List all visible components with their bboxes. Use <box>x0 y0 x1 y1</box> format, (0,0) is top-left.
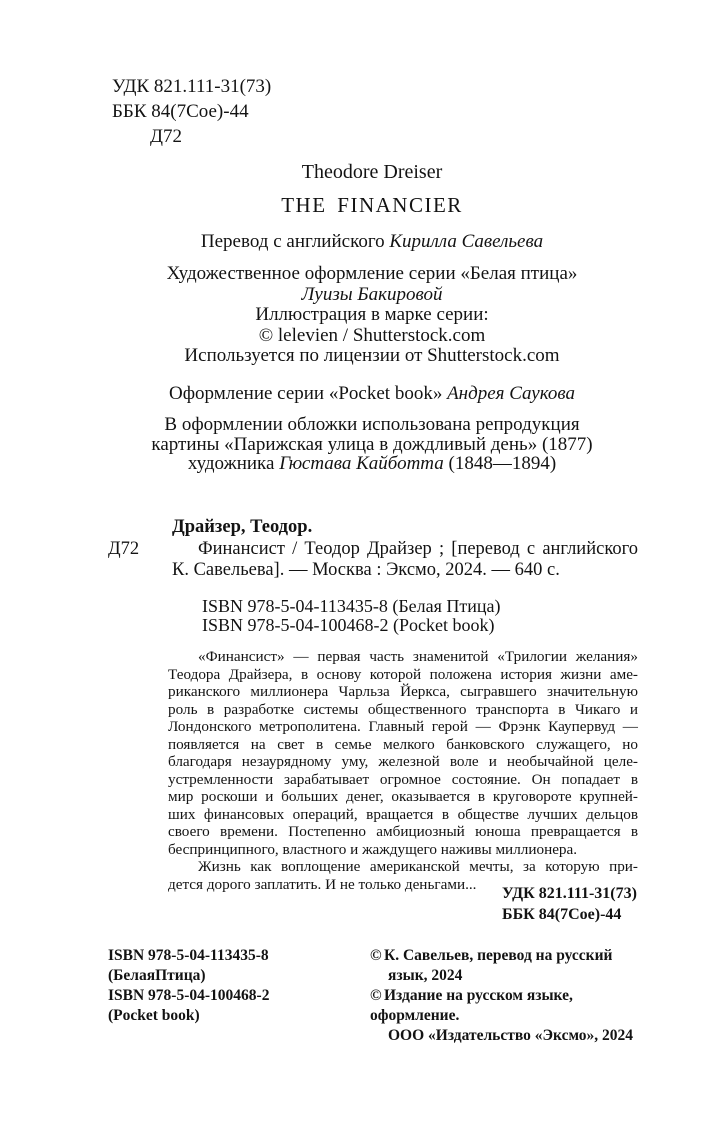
mark-copyright-line: © lelevien / Shutterstock.com <box>258 324 486 346</box>
cover-note-line3 <box>106 454 638 474</box>
mark-illustration-note: Иллюстрация в марке серии: <box>255 304 489 325</box>
copyright-edition <box>370 986 642 1026</box>
colophon-isbn-line: ISBN 978-5-04-100468-2 <box>108 987 270 1004</box>
series-design-credit: Художественное оформление серии «Белая птица» <box>166 263 578 284</box>
colophon-isbn-line: ISBN 978-5-04-113435-8 <box>108 947 269 964</box>
original-title: THE FINANCIER <box>281 193 463 217</box>
colophon-isbn-line: (Pocket book) <box>108 1007 200 1024</box>
annotation-line: Теодора Драйзера, в основу которой положена история жизни аме- <box>168 665 638 683</box>
annotation-line: беспринципного, властного и жаждущего наживы миллионера. <box>168 840 578 858</box>
annotation-line: мир роскоши и больших денег, оказывается в круговороте крупней- <box>168 788 638 805</box>
series-designer-name: Луизы Бакировой <box>301 283 443 305</box>
isbn-line-pocket-book: ISBN 978-5-04-100468-2 (Pocket book) <box>202 615 495 635</box>
catalog-author-code: Д72 <box>108 538 140 559</box>
annotation <box>168 648 638 893</box>
annotation-line: появляется на свет в семье мелкого банковского служащего, но <box>168 735 638 753</box>
copyright-translation <box>370 946 642 966</box>
annotation-line: Жизнь как воплощение американской мечты, за которую при- <box>198 858 638 875</box>
copyright-edition-line2: ООО «Издательство «Эксмо», 2024 <box>388 1027 634 1044</box>
mark-license-note: Используется по лицензии от Shutterstock.com <box>184 345 560 366</box>
copyright-sign: © <box>370 947 382 964</box>
translation-credit-label: Перевод с английского <box>200 231 385 252</box>
translation-credit <box>106 231 638 253</box>
cover-note-line2: картины «Парижская улица в дождливый день» (1877) <box>151 433 593 455</box>
author-sign-code: Д72 <box>150 126 182 147</box>
annotation-line: ших финансовых операций, вращается в обществе лучших дельцов <box>168 805 638 823</box>
annotation-line: роль в разработке системы общественного транспорта в Чикаго и <box>168 700 638 718</box>
annotation-line: «Финансист» — первая часть знаменитой «Трилогии желания» <box>198 648 638 665</box>
colophon-isbn-line: (БелаяПтица) <box>108 967 206 984</box>
series-design-block <box>106 264 638 367</box>
annotation-line: риканского миллионера Чарльза Йеркса, сыгравшего значительную <box>168 683 638 700</box>
bbk-code: ББК 84(7Сое)-44 <box>112 101 249 122</box>
top-codes-block <box>112 74 271 149</box>
annotation-line: своего времени. Постепенно амбициозный юноша превращается в <box>168 823 638 840</box>
colophon-copyrights <box>370 946 642 1046</box>
catalog-card <box>108 517 638 582</box>
pocket-series-label: Оформление серии «Pocket book» <box>168 383 443 404</box>
original-author: Theodore Dreiser <box>301 161 443 183</box>
isbn-block <box>202 597 501 635</box>
annotation-line: дется дорого заплатить. И не только деньгами... <box>168 875 477 893</box>
copyright-sign: © <box>370 987 382 1004</box>
cover-art-note <box>106 415 638 474</box>
catalog-author: Драйзер, Теодор. <box>172 517 313 537</box>
catalog-entry-line1: Финансист / Теодор Драйзер ; [перевод с английского <box>198 538 638 559</box>
bottom-codes-block <box>502 884 637 925</box>
udk-code: УДК 821.111-31(73) <box>112 76 272 97</box>
bbk-code-bottom: ББК 84(7Сое)-44 <box>502 905 622 923</box>
copyright-translation-line2: язык, 2024 <box>388 967 463 984</box>
catalog-entry-line2: К. Савельева]. — Москва : Эксмо, 2024. — 640 с. <box>172 560 560 580</box>
colophon-isbn-block <box>108 946 269 1026</box>
catalog-entry <box>108 539 638 582</box>
cover-artist-label: художника <box>187 453 275 474</box>
annotation-line: Лондонского метрополитена. Главный герой — Фрэнк Каупервуд — <box>168 718 638 735</box>
udk-code-bottom: УДК 821.111-31(73) <box>502 885 637 902</box>
cover-note-line1: В оформлении обложки использована репродукция <box>164 414 580 435</box>
annotation-line: устремленности зарабатывает огромное состояние. Он попадает в <box>168 770 638 788</box>
copyright-edition-line1: Издание на русском языке, оформление. <box>370 987 573 1024</box>
copyright-translation-line1: К. Савельев, перевод на русский <box>384 947 613 964</box>
pocket-designer-name: Андрея Саукова <box>447 383 576 404</box>
isbn-line-white-bird: ISBN 978-5-04-113435-8 (Белая Птица) <box>202 596 501 616</box>
cover-artist-name: Гюстава Кайботта <box>279 453 444 474</box>
pocket-series-credit <box>106 383 638 405</box>
annotation-line: благодаря незаурядному уму, железной воле и необычайной целе- <box>168 753 638 770</box>
translator-name: Кирилла Савельева <box>389 231 544 252</box>
cover-artist-years: (1848—1894) <box>448 453 557 474</box>
